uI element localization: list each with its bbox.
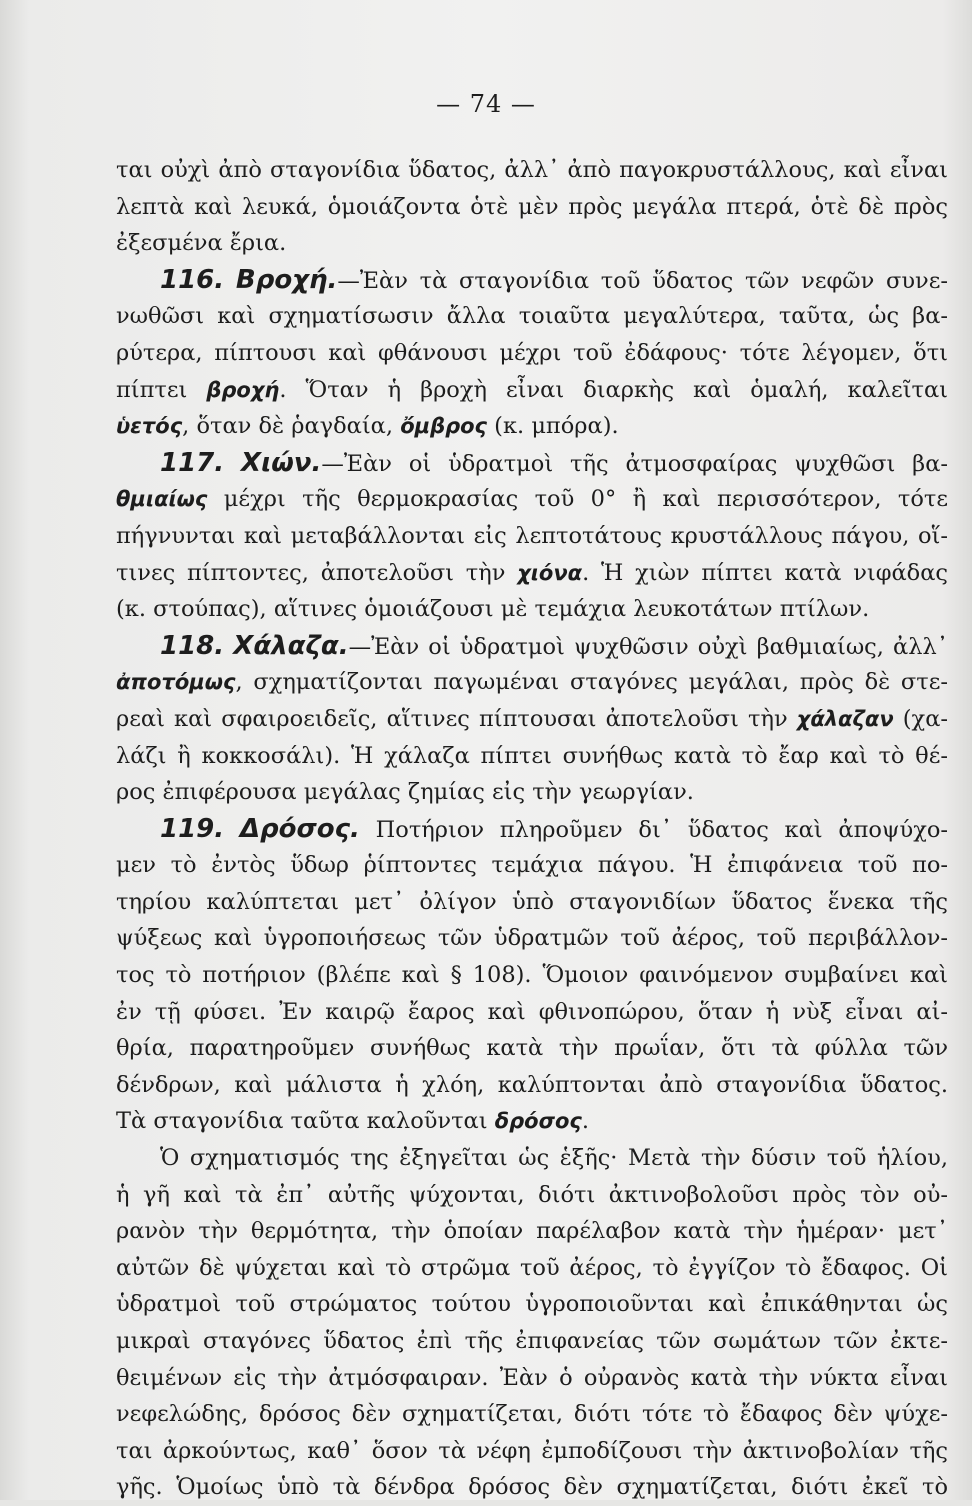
term-apotomos: ἀποτόμως (116, 670, 236, 695)
page-number: — 74 — (436, 90, 536, 118)
term-chiona: χιόνα (517, 560, 583, 585)
section-number: 117. (160, 447, 225, 478)
text-line: ρύτερα, πίπτουσι καὶ φθάνουσι μέχρι τοῦ ἐδάφους· τότε λέγομεν, ὅτι (116, 339, 948, 366)
text-line: Τὰ σταγονίδια ταῦτα καλοῦνται δρόσος. (116, 1108, 589, 1135)
text-line: θμιαίως μέχρι τῆς θερμοκρασίας τοῦ 0° ἢ καὶ περισσότερον, τότε (116, 486, 948, 513)
section-118-heading: 118. Χάλαζα.—Ἐὰν οἱ ὑδρατμοὶ ψυχθῶσιν οὐχὶ βαθμιαίως, ἀλλ᾽ (160, 630, 948, 661)
text-line: δένδρων, καὶ μάλιστα ἡ χλόη, καλύπτονται ἀπὸ σταγονίδια ὕδατος. (116, 1071, 948, 1098)
text-line: νωθῶσι καὶ σχηματίσωσιν ἄλλα τοιαῦτα μεγαλύτερα, ταῦτα, ὡς βα- (116, 303, 948, 330)
text-line: θειμένων εἰς τὴν ἀτμόσφαιραν. Ἐὰν ὁ οὐρανὸς κατὰ τὴν νύκτα εἶναι (116, 1364, 948, 1391)
text-line: πήγνυνται καὶ μεταβάλλονται εἰς λεπτοτάτους κρυστάλλους πάγου, οἵ- (116, 522, 948, 549)
section-title: Χάλαζα. (233, 630, 349, 661)
text-line: λάζι ἢ κοκκοσάλι). Ἡ χάλαζα πίπτει συνήθως κατὰ τὸ ἔαρ καὶ τὸ θέ- (116, 742, 948, 769)
text-line: τινες πίπτοντες, ἀποτελοῦσι τὴν χιόνα. Ἡ χιὼν πίπτει κατὰ νιφάδας (116, 559, 948, 586)
section-number: 118. (160, 630, 225, 661)
page-text (116, 152, 948, 1506)
text-line: Ὁ σχηματισμός της ἐξηγεῖται ὡς ἑξῆς· Μετὰ τὴν δύσιν τοῦ ἡλίου, (160, 1145, 948, 1172)
section-116-heading: 116. Βροχή.—Ἐὰν τὰ σταγονίδια τοῦ ὕδατος τῶν νεφῶν συνε- (160, 264, 948, 295)
text-line: τηρίου καλύπτεται μετ᾽ ὀλίγον ὑπὸ σταγονιδίων ὕδατος ἕνεκα τῆς (116, 888, 948, 915)
text-line: ται ἀρκούντως, καθ᾽ ὅσον τὰ νέφη ἐμποδίζουσι τὴν ἀκτινοβολίαν τῆς (116, 1437, 948, 1464)
text-line: αὐτῶν δὲ ψύχεται καὶ τὸ στρῶμα τοῦ ἀέρος, τὸ ἐγγίζον τὸ ἔδαφος. Οἱ (116, 1254, 948, 1281)
term-vrochi: βροχή (206, 377, 280, 402)
section-number: 119. (160, 813, 225, 844)
text-line: ται οὐχὶ ἀπὸ σταγονίδια ὕδατος, ἀλλ᾽ ἀπὸ παγοκρυστάλλους, καὶ εἶναι (116, 157, 948, 183)
section-117-heading: 117. Χιών.—Ἐὰν οἱ ὑδρατμοὶ τῆς ἀτμοσφαίρας ψυχθῶσι βα- (160, 447, 948, 478)
text-line: νεφελώδης, δρόσος δὲν σχηματίζεται, διότι τότε τὸ ἔδαφος δὲν ψύχε- (116, 1401, 948, 1428)
section-119-heading: 119. Δρόσος. Ποτήριον πληροῦμεν δι᾽ ὕδατος καὶ ἀποψύχο- (160, 813, 948, 844)
section-number: 116. (160, 264, 225, 295)
term-omvros: ὄμβρος (400, 414, 488, 439)
text-line: ὑετός, ὅταν δὲ ῥαγδαία, ὄμβρος (κ. μπόρα). (116, 413, 619, 440)
text-line: πίπτει βροχή. Ὅταν ἡ βροχὴ εἶναι διαρκὴς καὶ ὁμαλή, καλεῖται (116, 376, 948, 403)
term-chalazan: χάλαζαν (796, 706, 894, 731)
text-line: ἡ γῆ καὶ τὰ ἐπ᾽ αὐτῆς ψύχονται, διότι ἀκτινοβολοῦσι πρὸς τὸν οὐ- (116, 1181, 948, 1208)
section-title: Βροχή. (235, 264, 338, 295)
text-line: θρία, παρατηροῦμεν συνήθως κατὰ τὴν πρωΐαν, ὅτι τὰ φύλλα τῶν (116, 1035, 948, 1062)
text-line: μεν τὸ ἐντὸς ὕδωρ ῥίπτοντες τεμάχια πάγου. Ἡ ἐπιφάνεια τοῦ πο- (116, 852, 948, 879)
text-line: μικραὶ σταγόνες ὕδατος ἐπὶ τῆς ἐπιφανείας τῶν σωμάτων τῶν ἐκτε- (116, 1328, 948, 1354)
text-line: ρανὸν τὴν θερμότητα, τὴν ὁποίαν παρέλαβον κατὰ τὴν ἡμέραν· μετ᾽ (116, 1218, 948, 1245)
text-line: (κ. στούπας), αἵτινες ὁμοιάζουσι μὲ τεμάχια λευκοτάτων πτίλων. (116, 596, 870, 623)
text-line: λεπτὰ καὶ λευκά, ὁμοιάζοντα ὁτὲ μὲν πρὸς μεγάλα πτερά, ὁτὲ δὲ πρὸς (116, 193, 948, 220)
text-line: ὑδρατμοὶ τοῦ στρώματος τούτου ὑγροποιοῦνται καὶ ἐπικάθηνται ὡς (116, 1291, 948, 1318)
text-line: ρεαὶ καὶ σφαιροειδεῖς, αἵτινες πίπτουσαι ἀποτελοῦσι τὴν χάλαζαν (χα- (116, 705, 948, 732)
text-line: ψύξεως καὶ ὑγροποιήσεως τῶν ὑδρατμῶν τοῦ ἀέρος, τοῦ περιβάλλον- (116, 925, 948, 952)
text-line: τος τὸ ποτήριον (βλέπε καὶ § 108). Ὅμοιον φαινόμενον συμβαίνει καὶ (116, 962, 948, 989)
section-title: Δρόσος. (239, 813, 360, 844)
term-drosos: δρόσος (494, 1109, 582, 1134)
text-line: ἐξεσμένα ἔρια. (116, 230, 287, 257)
section-title: Χιών. (241, 447, 322, 478)
text-line: γῆς. Ὁμοίως ὑπὸ τὰ δένδρα δρόσος δὲν σχηματίζεται, διότι ἐκεῖ τὸ (116, 1474, 948, 1501)
term-vathmiaios: θμιαίως (116, 487, 208, 512)
text-line: ἀποτόμως, σχηματίζονται παγωμέναι σταγόνες μεγάλαι, πρὸς δὲ στε- (116, 669, 948, 696)
term-yetos: ὑετός (116, 414, 183, 439)
text-line: ρος ἐπιφέρουσα μεγάλας ζημίας εἰς τὴν γεωργίαν. (116, 779, 694, 806)
text-line: ἐν τῇ φύσει. Ἐν καιρῷ ἔαρος καὶ φθινοπώρου, ὅταν ἡ νὺξ εἶναι αἰ- (116, 998, 948, 1025)
